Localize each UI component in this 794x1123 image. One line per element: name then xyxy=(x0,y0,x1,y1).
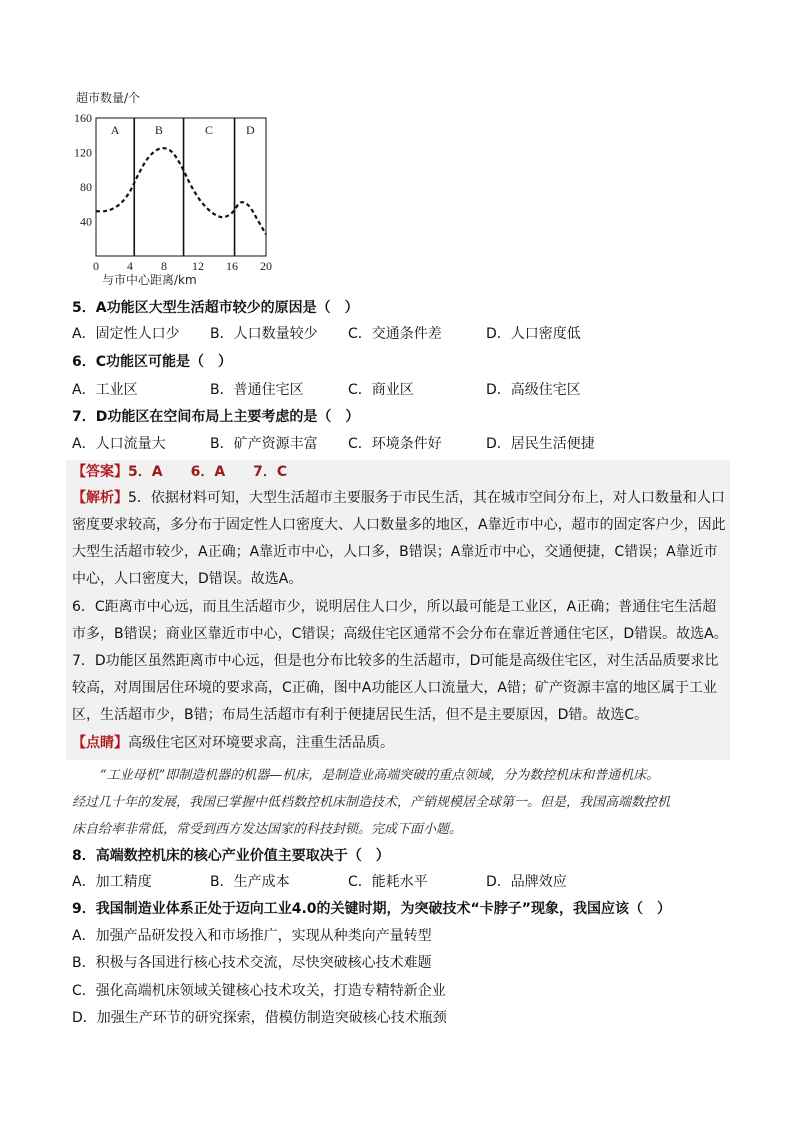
analysis-line-8: 较高，对周围居住环境的要求高，C正确，图中A功能区人口流量大，A错；矿产资源丰富的地区属于工业 xyxy=(72,680,717,696)
answer-line: 【答案】5．A 6．A 7．C xyxy=(72,464,288,480)
answer-block xyxy=(66,460,730,760)
q9-option-c[interactable]: C．强化高端机床领域关键核心技术攻关，打造专精特新企业 xyxy=(72,983,446,999)
q7-option-d[interactable]: D．居民生活便捷 xyxy=(486,436,595,452)
x-tick-label: 4 xyxy=(127,259,133,273)
q9-option-a[interactable]: A．加强产品研发投入和市场推广，实现从种类向产量转型 xyxy=(72,928,432,944)
x-axis-label: 与市中心距离/km xyxy=(102,273,197,287)
y-tick-label: 160 xyxy=(74,111,92,125)
q5-option-a[interactable]: A．固定性人口少 xyxy=(72,326,180,342)
q5-option-c[interactable]: C．交通条件差 xyxy=(348,326,442,342)
analysis-line-3: 大型生活超市较少，A正确；A靠近市中心，人口多，B错误；A靠近市中心，交通便捷，C错误；A靠近市 xyxy=(72,544,718,560)
analysis-line-5: 6．C距离市中心远，而且生活超市少，说明居住人口少，所以最可能是工业区，A正确；普通住宅生活超 xyxy=(72,599,717,615)
plot-frame-rect xyxy=(96,118,266,256)
q6-stem: 6．C功能区可能是（ ） xyxy=(72,354,233,370)
y-axis-label: 超市数量/个 xyxy=(76,91,141,105)
x-tick-label: 12 xyxy=(192,259,204,273)
q8-option-b[interactable]: B．生产成本 xyxy=(210,874,290,890)
series-line xyxy=(96,148,266,234)
q7-option-c[interactable]: C．环境条件好 xyxy=(348,436,442,452)
x-tick-label: 16 xyxy=(226,259,238,273)
passage-line-2: 经过几十年的发展，我国已掌握中低档数控机床制造技术，产销规模居全球第一。但是，我国高端数控机 xyxy=(72,795,671,810)
q7-option-a[interactable]: A．人口流量大 xyxy=(72,436,166,452)
q6-option-b[interactable]: B．普通住宅区 xyxy=(210,382,304,398)
q8-stem: 8．高端数控机床的核心产业价值主要取决于（ ） xyxy=(72,848,390,864)
region-label: D xyxy=(245,123,255,137)
q5-option-d[interactable]: D．人口密度低 xyxy=(486,326,581,342)
region-label: B xyxy=(154,123,163,137)
y-tick-label: 120 xyxy=(74,145,92,160)
q8-option-d[interactable]: D．品牌效应 xyxy=(486,874,567,890)
q8-option-c[interactable]: C．能耗水平 xyxy=(348,874,428,890)
q9-stem: 9．我国制造业体系正处于迈向工业4.0的关键时期，为突破技术“卡脖子”现象，我国应该（ ） xyxy=(72,901,671,917)
q5-stem: 5．A功能区大型生活超市较少的原因是（ ） xyxy=(72,300,359,316)
x-tick-label: 0 xyxy=(93,259,99,273)
y-tick-label: 80 xyxy=(80,180,92,194)
q9-option-d[interactable]: D．加强生产环节的研究探索，借模仿制造突破核心技术瓶颈 xyxy=(72,1010,447,1026)
analysis-line-7: 7．D功能区虽然距离市中心远，但是也分布比较多的生活超市，D可能是高级住宅区，对生活品质要求比 xyxy=(72,653,719,669)
q5-option-b[interactable]: B．人口数量较少 xyxy=(210,326,318,342)
q8-option-a[interactable]: A．加工精度 xyxy=(72,874,152,890)
q6-option-c[interactable]: C．商业区 xyxy=(348,382,414,398)
region-label: C xyxy=(205,123,214,137)
q9-option-b[interactable]: B．积极与各国进行核心技术交流，尽快突破核心技术难题 xyxy=(72,955,432,971)
region-label: A xyxy=(110,123,120,137)
analysis-line-2: 密度要求较高，多分布于固定性人口密度大、人口数量多的地区，A靠近市中心，超市的固定客户少，因此 xyxy=(72,517,726,533)
analysis-line-4: 中心，人口密度大，D错误。故选A。 xyxy=(72,571,303,587)
passage-line-3: 床自给率非常低，常受到西方发达国家的科技封锁。完成下面小题。 xyxy=(72,822,463,837)
q7-option-b[interactable]: B．矿产资源丰富 xyxy=(210,436,318,452)
analysis-line-1: 【解析】5．依据材料可知，大型生活超市主要服务于市民生活，其在城市空间分布上，对人口数量和人口 xyxy=(72,490,725,506)
x-tick-label: 8 xyxy=(161,259,167,273)
supermarket-distance-chart xyxy=(62,88,282,288)
q6-option-a[interactable]: A．工业区 xyxy=(72,382,138,398)
passage-line-1: “工业母机”即制造机器的机器—机床，是制造业高端突破的重点领域，分为数控机床和普通机床。 xyxy=(100,768,660,783)
analysis-line-6: 市多，B错误；商业区靠近市中心，C错误；高级住宅区通常不会分布在靠近普通住宅区，D错误。故选A。 xyxy=(72,626,728,642)
q7-stem: 7．D功能区在空间布局上主要考虑的是（ ） xyxy=(72,409,360,425)
x-tick-label: 20 xyxy=(260,259,272,273)
y-tick-label: 40 xyxy=(80,214,92,229)
tip-line: 【点睛】高级住宅区对环境要求高，注重生活品质。 xyxy=(72,735,394,751)
analysis-line-9: 区，生活超市少，B错；布局生活超市有利于便捷居民生活，但不是主要原因，D错。故选C。 xyxy=(72,707,649,723)
q6-option-d[interactable]: D．高级住宅区 xyxy=(486,382,581,398)
